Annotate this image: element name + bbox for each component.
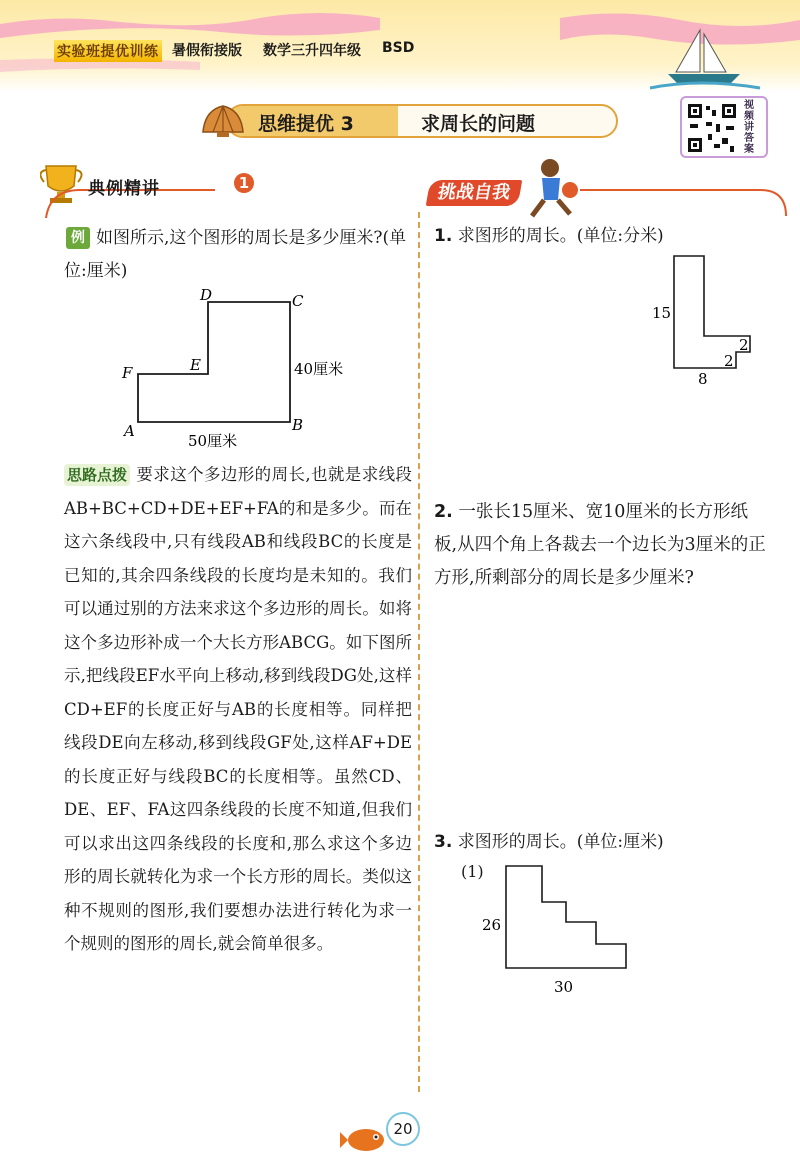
section-left-label: 典例精讲 bbox=[88, 179, 160, 199]
q3-label-30: 30 bbox=[554, 978, 574, 996]
q1-label-2a: 2 bbox=[739, 336, 749, 354]
q1-label-2b: 2 bbox=[724, 352, 734, 370]
title-part-a: 思维提优 3 bbox=[258, 113, 354, 135]
question-1-figure bbox=[640, 248, 770, 388]
right-length-label: 40厘米 bbox=[294, 360, 344, 378]
question-2 bbox=[434, 496, 766, 595]
label-b: B bbox=[292, 416, 304, 434]
question-3-figure bbox=[480, 858, 650, 998]
question-1-number: 1. bbox=[434, 226, 453, 246]
example-question: 如图所示,这个图形的周长是多少厘米?(单位:厘米) bbox=[64, 228, 407, 281]
column-divider bbox=[418, 212, 420, 1092]
shell-icon bbox=[199, 102, 245, 140]
label-d: D bbox=[200, 286, 213, 304]
header-edition: BSD bbox=[382, 40, 415, 56]
page-number: 20 bbox=[386, 1112, 420, 1146]
qr-code-icon bbox=[686, 102, 738, 154]
athlete-icon bbox=[532, 159, 578, 216]
question-1 bbox=[434, 222, 664, 250]
question-2-text: 一张长15厘米、宽10厘米的长方形纸板,从四个角上各裁去一个边长为3厘米的正方形,所剩部分的周长是多少厘米? bbox=[434, 502, 766, 588]
section-left-number: 1 bbox=[234, 173, 254, 193]
hint-paragraph bbox=[64, 458, 412, 961]
label-a: A bbox=[124, 422, 135, 440]
question-3-number: 3. bbox=[434, 832, 453, 852]
section-header-left bbox=[40, 160, 260, 204]
bottom-length-label: 50厘米 bbox=[188, 432, 238, 450]
label-c: C bbox=[292, 292, 304, 310]
title-part-b: 求周长的问题 bbox=[421, 113, 536, 135]
q3-label-26: 26 bbox=[482, 916, 502, 934]
header-series: 暑假衔接版 bbox=[172, 43, 242, 59]
hint-text: 要求这个多边形的周长,也就是求线段AB+BC+CD+DE+EF+FA的和是多少。而在这六条线段中,只有线段AB和线段BC的长度是已知的,其余四条线段的长度均是未知的。我们可以通过别的方法来求这个多边形的周长。如将这个多边形补成一个大长方形ABCG。如下图所示,把线段EF水平向上移动,移到线段DG处,这样CD+EF的长度正好与AB的长度相等。同样把线段DE向左移动,移到线段GF处,这样AF+DE的长度正好与线段BC的长度相等。虽然CD、DE、EF、FA这四条线段的长度不知道,但我们可以求出这四条线段的长度和,那么求这个多边形的周长就转化为求一个长方形的周长。类似这种不规则的图形,我们要想办法进行转化为求一个规则的图形的周长,就会简单很多。 bbox=[64, 465, 412, 953]
fish-icon bbox=[340, 1118, 390, 1158]
section-right-label: 挑战自我 bbox=[426, 180, 523, 206]
page-title bbox=[226, 104, 618, 138]
example-figure bbox=[110, 282, 370, 452]
question-3-sub: (1) bbox=[461, 862, 484, 881]
header-line bbox=[0, 36, 800, 60]
label-e: E bbox=[190, 356, 201, 374]
label-f: F bbox=[122, 364, 133, 382]
qr-label: 视频讲答案 bbox=[744, 100, 754, 155]
question-1-text: 求图形的周长。(单位:分米) bbox=[457, 226, 664, 246]
qr-code-box[interactable] bbox=[680, 96, 768, 158]
question-3 bbox=[434, 828, 664, 856]
example-tag: 例 bbox=[66, 227, 90, 249]
q1-label-8: 8 bbox=[698, 370, 708, 388]
q1-label-15: 15 bbox=[652, 304, 672, 322]
header-subject: 数学三升四年级 bbox=[263, 43, 361, 59]
hint-tag: 思路点拨 bbox=[64, 464, 130, 486]
header-brand: 实验班提优训练 bbox=[54, 40, 162, 62]
question-3-text: 求图形的周长。(单位:厘米) bbox=[457, 832, 664, 852]
question-2-number: 2. bbox=[434, 502, 453, 522]
